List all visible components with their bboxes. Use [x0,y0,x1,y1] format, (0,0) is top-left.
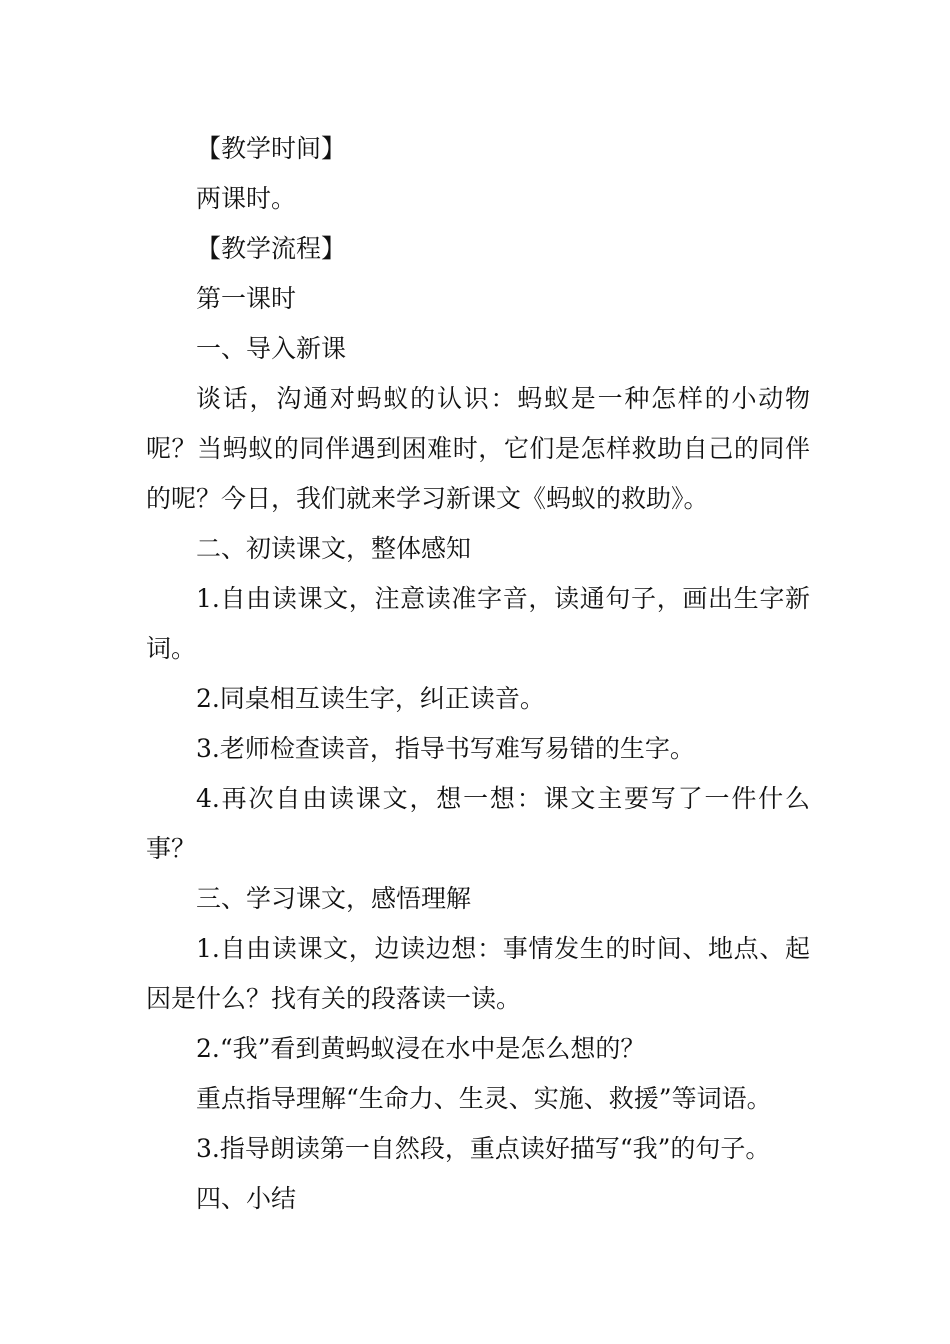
section-heading-teaching-process: 【教学流程】 [196,234,347,263]
step-heading-first-reading: 二、初读课文，整体感知 [196,534,472,563]
paragraph-vocabulary-focus: 重点指导理解“生命力、生灵、实施、救援”等词语。 [196,1084,772,1113]
list-item-first-reading-4: 4.再次自由读课文，想一想：课文主要写了一件什么事？ [146,784,810,863]
step-heading-summary: 四、小结 [196,1184,297,1213]
list-item-study-text-2: 2.“我”看到黄蚂蚁浸在水中是怎么想的？ [196,1034,646,1063]
list-item-study-text-3: 3.指导朗读第一自然段，重点读好描写“我”的句子。 [196,1134,771,1163]
lesson-heading-first-period: 第一课时 [196,284,297,313]
step-heading-study-text: 三、学习课文，感悟理解 [196,884,472,913]
document-body [146,124,810,1224]
section-heading-teaching-time: 【教学时间】 [196,134,347,163]
paragraph-introduction-talk: 谈话，沟通对蚂蚁的认识：蚂蚁是一种怎样的小动物呢？当蚂蚁的同伴遇到困难时，它们是怎样救助自己的同伴的呢？今日，我们就来学习新课文《蚂蚁的救助》。 [146,384,810,513]
step-heading-introduction: 一、导入新课 [196,334,347,363]
list-item-first-reading-1: 1.自由读课文，注意读准字音，读通句子，画出生字新词。 [146,584,810,663]
list-item-study-text-1: 1.自由读课文，边读边想：事情发生的时间、地点、起因是什么？找有关的段落读一读。 [146,934,810,1013]
list-item-first-reading-3: 3.老师检查读音，指导书写难写易错的生字。 [196,734,695,763]
paragraph-class-hours: 两课时。 [196,184,297,213]
list-item-first-reading-2: 2.同桌相互读生字，纠正读音。 [196,684,545,713]
